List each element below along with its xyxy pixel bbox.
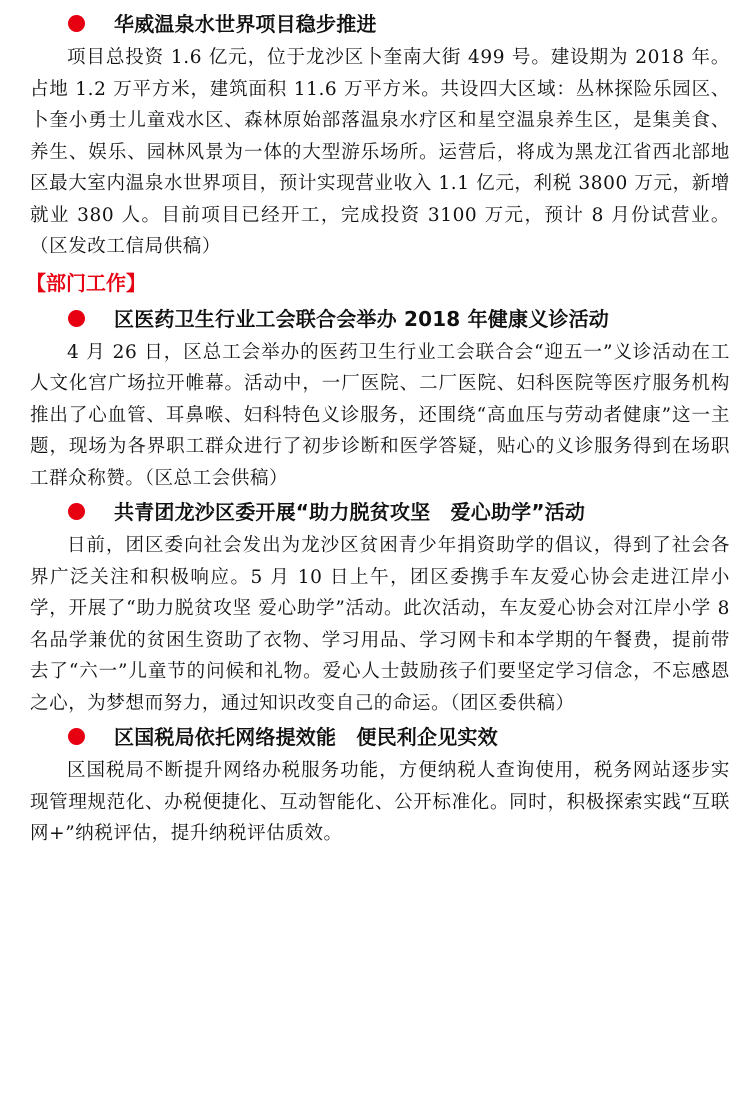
document-page bbox=[26, 6, 730, 850]
section-label: 【部门工作】 bbox=[26, 270, 146, 295]
article-title: 区医药卫生行业工会联合会举办 2018 年健康义诊活动 bbox=[114, 306, 609, 331]
article-heading bbox=[30, 301, 730, 337]
article-heading bbox=[30, 719, 730, 755]
red-bullet-icon bbox=[68, 310, 85, 327]
article-title: 区国税局依托网络提效能 便民利企见实效 bbox=[114, 725, 498, 749]
red-bullet-icon bbox=[68, 503, 85, 520]
article-title: 共青团龙沙区委开展“助力脱贫攻坚 爱心助学”活动 bbox=[114, 500, 586, 524]
article-body: 项目总投资 1.6 亿元，位于龙沙区卜奎南大街 499 号。建设期为 2018 年。占地 1.2 万平方米，建筑面积 11.6 万平方米。共设四大区域：丛林探险乐园区、卜奎小勇士儿童戏水区、森林原始部落温泉水疗区和星空温泉养生区，是集美食、养生、娱乐、园林风景为一体的大型游乐场所。运营后，将成为黑龙江省西北部地区最大室内温泉水世界项目，预计实现营业收入 1.1 亿元，利税 3800 万元，新增就业 380 人。目前项目已经开工，完成投资 3100 万元，预计 8 月份试营业。（区发改工信局供稿） bbox=[30, 47, 730, 257]
article-heading bbox=[30, 6, 730, 42]
red-bullet-icon bbox=[68, 728, 85, 745]
article-heading bbox=[30, 494, 730, 530]
article-title: 华威温泉水世界项目稳步推进 bbox=[114, 12, 377, 36]
red-bullet-icon bbox=[68, 15, 85, 32]
article-body: 区国税局不断提升网络办税服务功能，方便纳税人查询使用，税务网站逐步实现管理规范化、办税便捷化、互动智能化、公开标准化。同时，积极探索实践“互联网+”纳税评估，提升纳税评估质效。 bbox=[30, 760, 730, 844]
article-body: 日前，团区委向社会发出为龙沙区贫困青少年捐资助学的倡议，得到了社会各界广泛关注和积极响应。5 月 10 日上午，团区委携手车友爱心协会走进江岸小学，开展了“助力脱贫攻坚 爱心助学”活动。此次活动，车友爱心协会对江岸小学 8 名品学兼优的贫困生资助了衣物、学习用品、学习网卡和本学期的午餐费，提前带去了“六一”儿童节的问候和礼物。爱心人士鼓励孩子们要坚定学习信念，不忘感恩之心，为梦想而努力，通过知识改变自己的命运。（团区委供稿） bbox=[30, 535, 730, 714]
article-body: 4 月 26 日，区总工会举办的医药卫生行业工会联合会“迎五一”义诊活动在工人文化宫广场拉开帷幕。活动中，一厂医院、二厂医院、妇科医院等医疗服务机构推出了心血管、耳鼻喉、妇科特色义诊服务，还围绕“高血压与劳动者健康”这一主题，现场为各界职工群众进行了初步诊断和医学答疑，贴心的义诊服务得到在场职工群众称赞。（区总工会供稿） bbox=[30, 341, 730, 489]
